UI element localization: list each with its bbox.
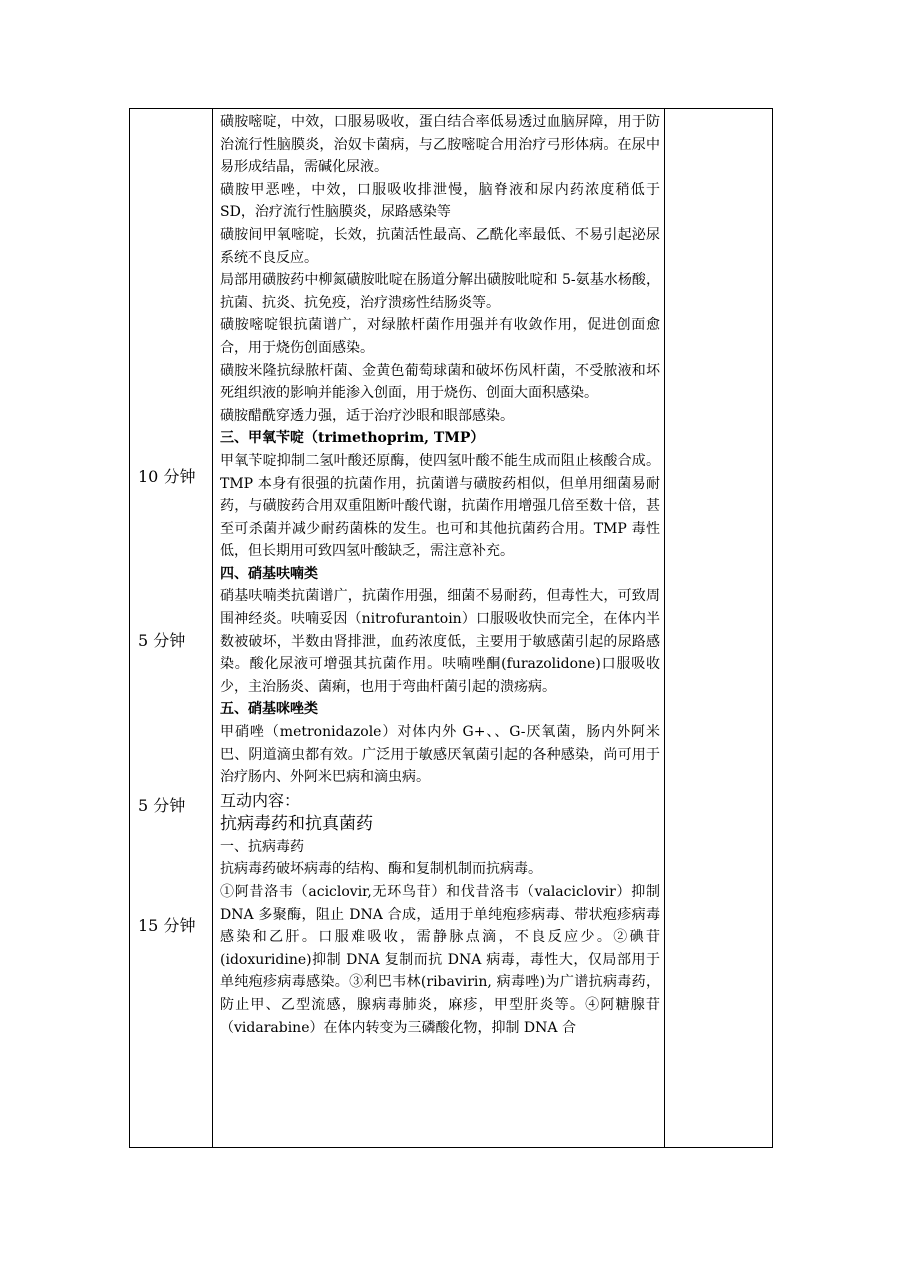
- column-divider-time: [212, 109, 213, 1147]
- heading-antivirals: 一、抗病毒药: [220, 838, 304, 855]
- paragraph-sulfamethoxazole: 磺胺甲恶唑，中效，口服吸收排泄慢，脑脊液和尿内药浓度稍低于 SD，治疗流行性脑膜炎，尿路感染等: [220, 181, 660, 221]
- paragraph-silver-sulfadiazine: 磺胺嘧啶银抗菌谱广，对绿脓杆菌作用强并有收敛作用，促进创面愈合，用于烧伤创面感染。: [220, 317, 660, 356]
- interactive-content-label: 互动内容：: [220, 790, 301, 810]
- time-cell-10min: 10 分钟: [138, 467, 196, 486]
- section-title-antiviral-antifungal: 抗病毒药和抗真菌药: [220, 813, 373, 834]
- paragraph-nitrofurans: 硝基呋喃类抗菌谱广，抗菌作用强，细菌不易耐药，但毒性大，可致周围神经炎。呋喃妥因（nitrofurantoin）口服吸收快而完全，在体内半数被破坏，半数由肾排泄，血药浓度低，主要用于敏感菌引起的尿路感染。酸化尿液可增强其抗菌作用。呋喃唑酮(furazolidone)口服吸收少，主治肠炎、菌痢，也用于弯曲杆菌引起的溃疡病。: [220, 588, 660, 695]
- time-cell-15min: 15 分钟: [138, 916, 196, 935]
- paragraph-mafenide: 磺胺米隆抗绿脓杆菌、金黄色葡萄球菌和破坏伤风杆菌，不受脓液和坏死组织液的影响并能渗入创面，用于烧伤、创面大面积感染。: [220, 362, 660, 402]
- heading-trimethoprim: 三、甲氧苄啶（trimethoprim, TMP）: [220, 430, 485, 447]
- heading-nitrofurans: 四、硝基呋喃类: [220, 565, 318, 582]
- time-cell-5min-b: 5 分钟: [138, 796, 186, 815]
- heading-nitroimidazoles: 五、硝基咪唑类: [220, 701, 318, 718]
- paragraph-metronidazole: 甲硝唑（metronidazole）对体内外 G+、、G-厌氧菌，肠内外阿米巴、阴道滴虫都有效。广泛用于敏感厌氧菌引起的各种感染，尚可用于治疗肠内、外阿米巴病和滴虫病。: [220, 724, 660, 786]
- paragraph-sulfasalazine: 局部用磺胺药中柳氮磺胺吡啶在肠道分解出磺胺吡啶和 5-氨基水杨酸，抗菌、抗炎、抗免疫，治疗溃疡性结肠炎等。: [220, 272, 660, 311]
- paragraph-sulfadiazine: 磺胺嘧啶，中效，口服易吸收，蛋白结合率低易透过血脑屏障，用于防治流行性脑膜炎，治奴卡菌病，与乙胺嘧啶合用治疗弓形体病。在尿中易形成结晶，需碱化尿液。: [220, 114, 660, 176]
- paragraph-sulfacetamide: 磺胺醋酰穿透力强，适于治疗沙眼和眼部感染。: [220, 407, 514, 424]
- paragraph-trimethoprim: 甲氧苄啶抑制二氢叶酸还原酶，使四氢叶酸不能生成而阻止核酸合成。TMP 本身有很强的抗菌作用，抗菌谱与磺胺药相似，但单用细菌易耐药，与磺胺药合用双重阻断叶酸代谢，抗菌作用增强几倍至数十倍，甚至可杀菌并减少耐药菌株的发生。也可和其他抗菌药合用。TMP 毒性低，但长期用可致四氢叶酸缺乏，需注意补充。: [220, 452, 660, 560]
- lesson-plan-table: [129, 108, 773, 1148]
- paragraph-antiviral-intro: 抗病毒药破坏病毒的结构、酶和复制机制而抗病毒。: [220, 861, 542, 878]
- time-cell-5min-a: 5 分钟: [138, 631, 186, 650]
- column-divider-notes: [664, 109, 665, 1147]
- content-cell: [220, 111, 660, 1039]
- paragraph-antiviral-drugs: ①阿昔洛韦（aciclovir,无环鸟苷）和伐昔洛韦（valaciclovir）抑制 DNA 多聚酶，阻止 DNA 合成，适用于单纯疱疹病毒、带状疱疹病毒感染和乙肝。口服难吸收，需静脉点滴，不良反应少。②碘苷(idoxuridine)抑制 DNA 复制而抗 DNA 病毒，毒性大，仅局部用于单纯疱疹病毒感染。③利巴韦林(ribavirin, 病毒唑)为广谱抗病毒药，防止甲、乙型流感，腺病毒肺炎，麻疹，甲型肝炎等。④阿糖腺苷（vidarabine）在体内转变为三磷酸化物，抑制 DNA 合: [220, 884, 660, 1036]
- paragraph-sulfamonomethoxine: 磺胺间甲氧嘧啶，长效，抗菌活性最高、乙酰化率最低、不易引起泌尿系统不良反应。: [220, 226, 660, 266]
